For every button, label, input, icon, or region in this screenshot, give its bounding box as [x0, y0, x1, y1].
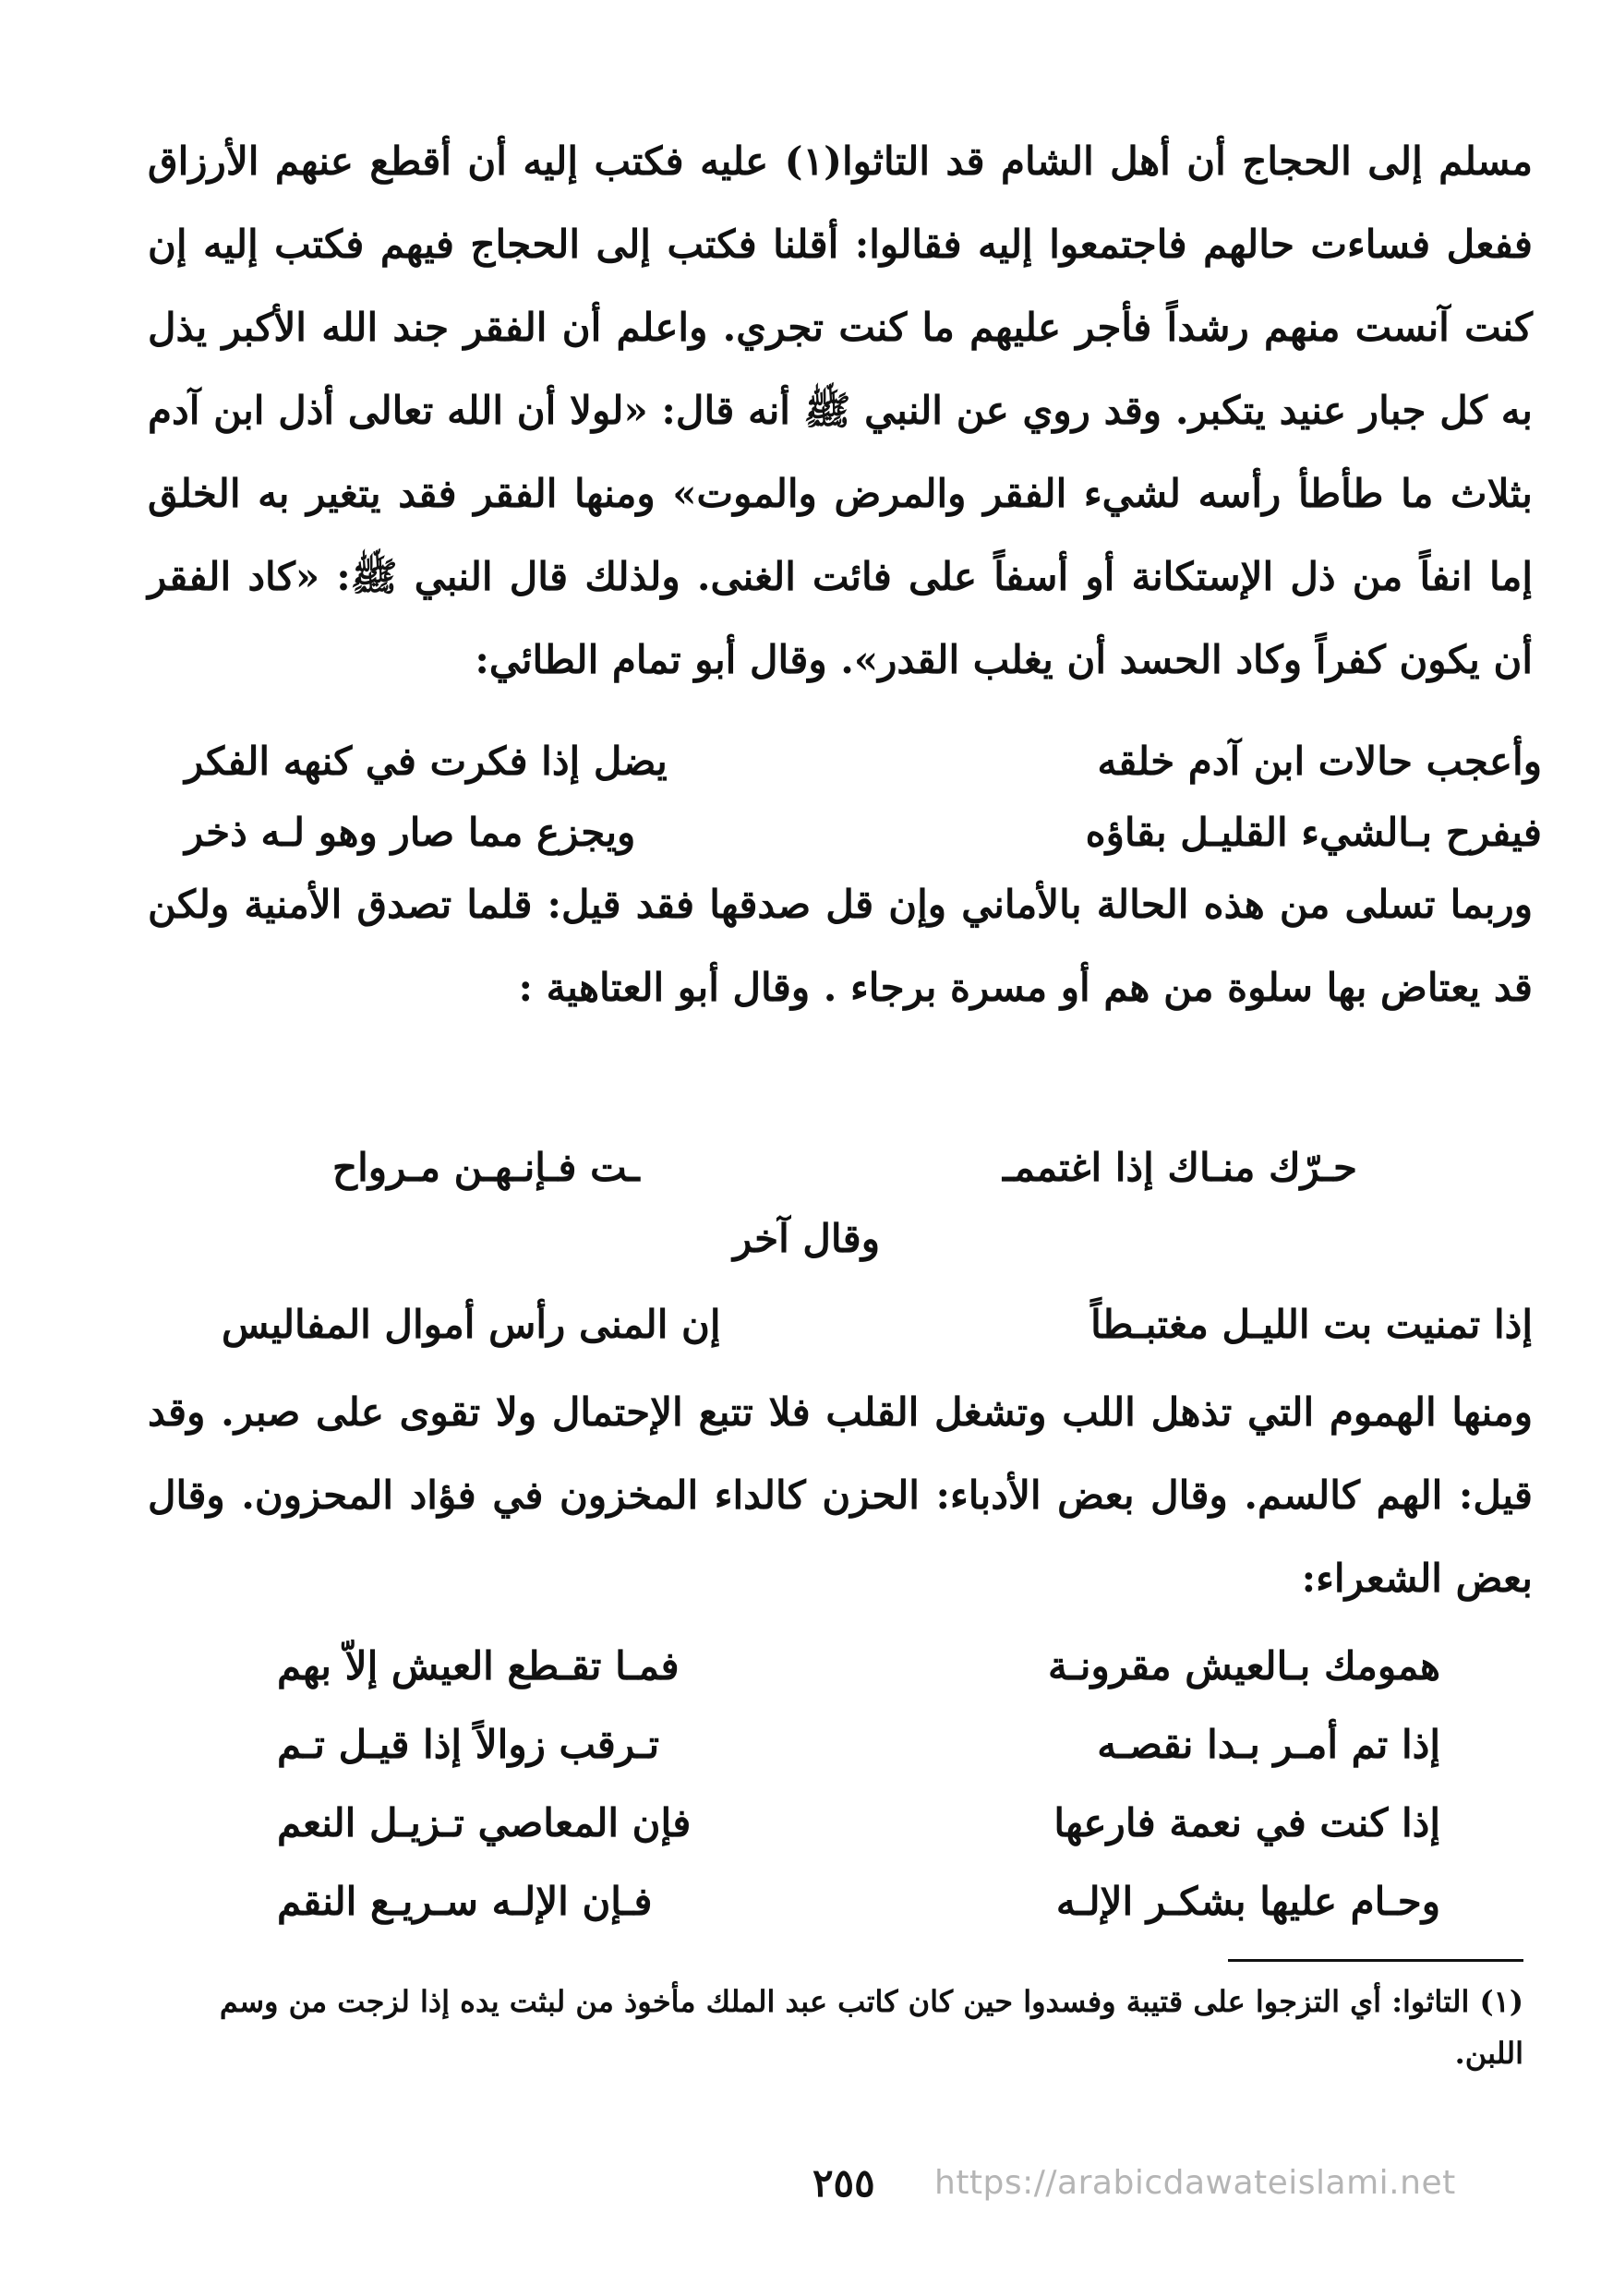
first-hemistich: حـرّك منـاك إذا اغتممـ: [1002, 1145, 1357, 1190]
poem-4-verse-4: [277, 1874, 1440, 1929]
first-hemistich: وأعجب حالات ابن آدم خلقه: [1097, 739, 1542, 784]
watermark-url: https://arabicdawateislami.net: [934, 2164, 1456, 2202]
paragraph-2: وربما تسلى من هذه الحالة بالأماني وإن قل صدقها فقد قيل: قلما تصدق الأمنية ولكن قد يعتاض بها سلوة من هم أو مسرة برجاء . وقال أبو العتاهية :: [148, 882, 1533, 1010]
poem-3-verse: [222, 1297, 1533, 1352]
first-hemistich: إذا كنت في نعمة فارعها: [1053, 1800, 1440, 1845]
first-hemistich: إذا تم أمـر بـدا نقصـه: [1097, 1722, 1440, 1767]
footnote: (١) التاثوا: أي التزجوا على قتيبة وفسدوا حين كان كاتب عبد الملك مأخوذ من لبثت يده إذا لزجت من وسم اللبن.: [219, 1984, 1523, 2071]
second-hemistich: فـإن الإلـه سـريـع النقم: [277, 1879, 653, 1924]
first-hemistich: فيفرح بـالشيء القليـل بقاؤه: [1085, 810, 1542, 855]
poem-2-verse: [332, 1140, 1357, 1196]
page-number: ٢٥٥: [813, 2160, 875, 2206]
poem-4-verse-1: [277, 1639, 1440, 1694]
poem-1-verse-1: [185, 734, 1542, 789]
poem-4-verse-3: [277, 1796, 1440, 1851]
poem-4-verse-2: [277, 1717, 1440, 1773]
footnote-divider: [1228, 1959, 1523, 1962]
poem-1-verse-2: [185, 805, 1542, 860]
paragraph-1: مسلم إلى الحجاج أن أهل الشام قد التاثوا(١) عليه فكتب إليه أن أقطع عنهم الأرزاق ففعل فساءت حالهم فاجتمعوا إليه فقالوا: أقلنا فكتب إلى الحجاج فيهم فكتب إليه إن كنت آنست منهم رشداً فأجر عليهم ما كنت تجري. واعلم أن الفقر جند الله الأكبر يذل به كل جبار عنيد يتكبر. وقد روي عن النبي ﷺ أنه قال: «لولا أن الله تعالى أذل ابن آدم بثلاث ما طأطأ رأسه لشيء الفقر والمرض والموت» ومنها الفقر فقد يتغير به الخلق إما انفاً من ذل الإستكانة أو أسفاً على فائت الغنى. ولذلك قال النبي ﷺ: «كاد الفقر أن يكون كفراً وكاد الحسد أن يغلب القدر». وقال أبو تمام الطائي:: [148, 138, 1534, 682]
first-hemistich: إذا تمنيت بت الليـل مغتبـطاً: [1090, 1302, 1533, 1347]
second-hemistich: يضل إذا فكرت في كنهه الفكر: [185, 739, 668, 784]
attribution: وقال آخر: [732, 1216, 881, 1261]
second-hemistich: ويجزع مما صار وهو لـه ذخر: [185, 810, 636, 855]
first-hemistich: وحـام عليها بشكـر الإلـه: [1055, 1879, 1440, 1924]
second-hemistich: إن المنى رأس أموال المفاليس: [222, 1302, 721, 1347]
first-hemistich: همومك بـالعيش مقرونـة: [1047, 1643, 1440, 1689]
second-hemistich: تـرقب زوالاً إذا قيـل تـم: [277, 1722, 660, 1767]
second-hemistich: فإن المعاصي تـزيـل النعم: [277, 1800, 692, 1845]
paragraph-3: ومنها الهموم التي تذهل اللب وتشغل القلب فلا تتبع الإحتمال ولا تقوى على صبر. وقد قيل: الهم كالسم. وقال بعض الأدباء: الحزن كالداء المخزون في فؤاد المحزون. وقال بعض الشعراء:: [148, 1389, 1533, 1601]
second-hemistich: فمـا تقـطع العيش إلاّ بهم: [277, 1643, 680, 1689]
second-hemistich: ـت فـإنـهـن مـرواح: [332, 1145, 640, 1190]
